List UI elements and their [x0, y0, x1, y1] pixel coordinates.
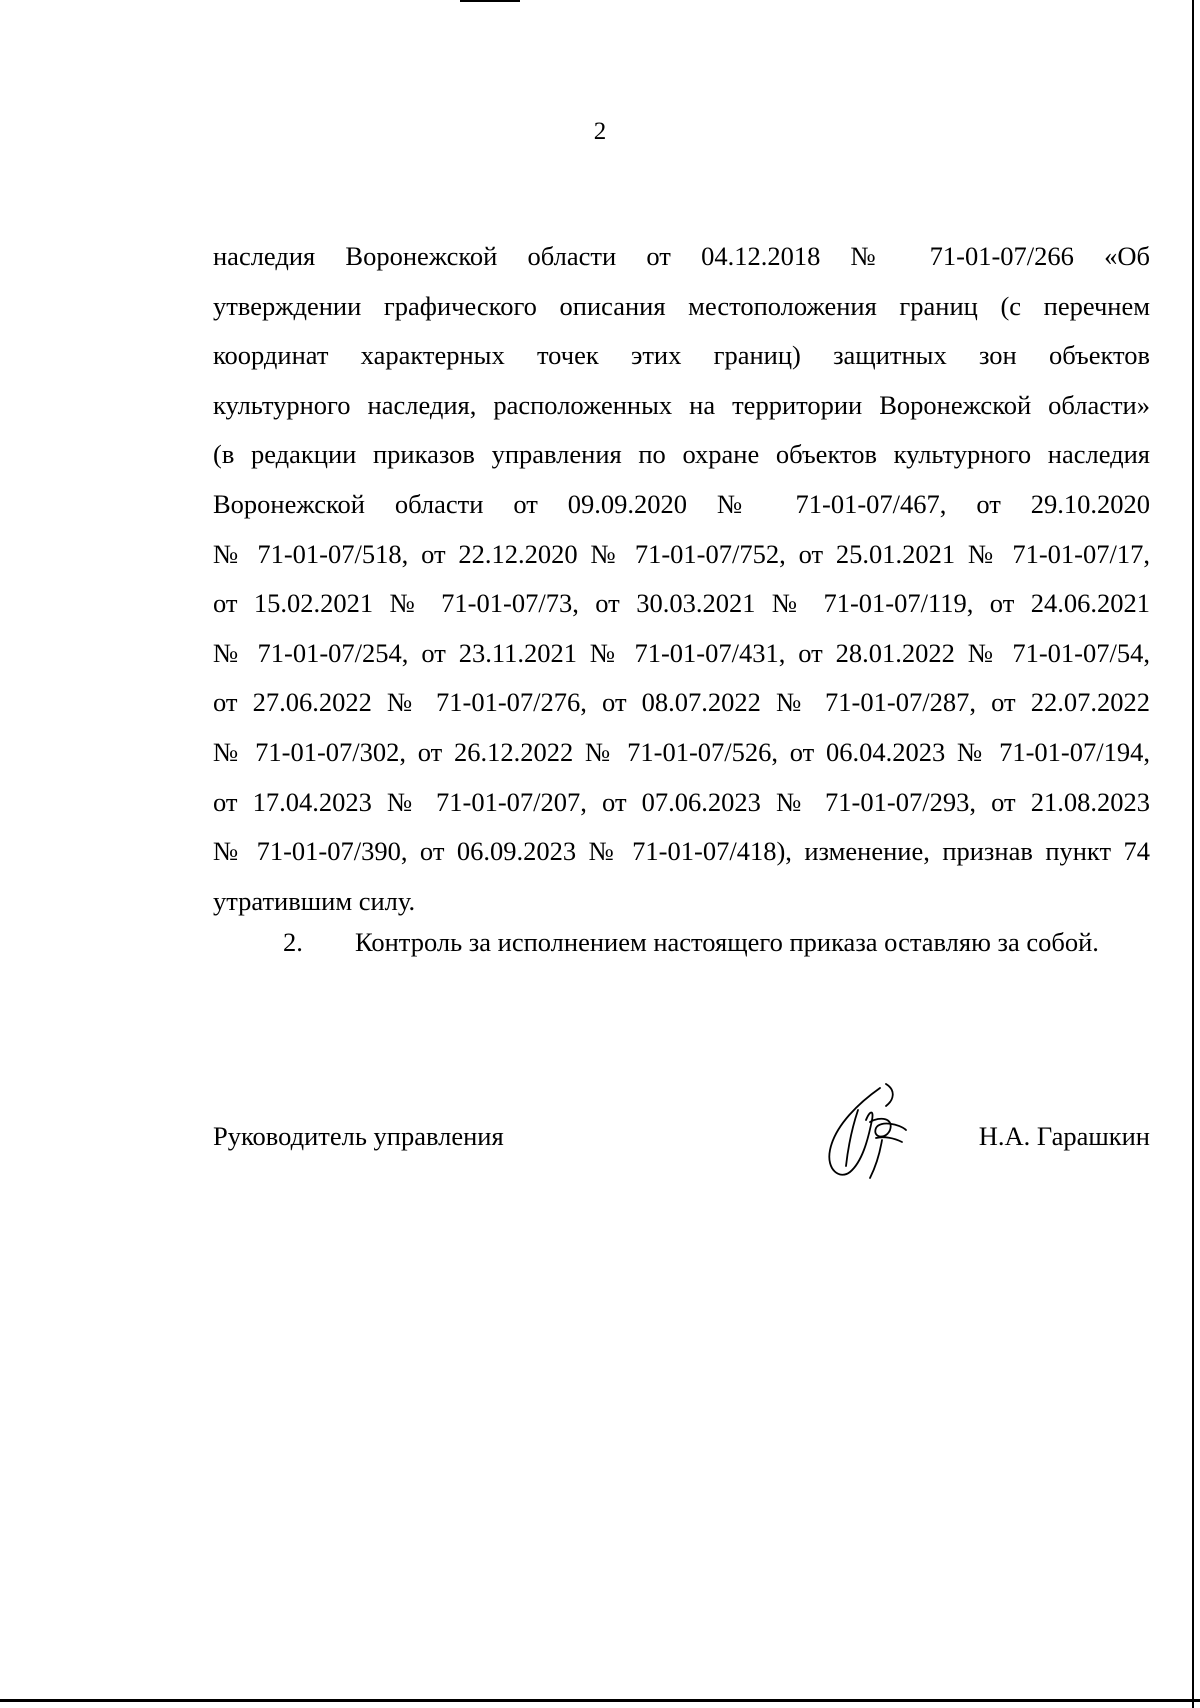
body-line: № 71-01-07/518, от 22.12.2020 № 71-01-07/752, от 25.01.2021 № 71-01-07/17, — [213, 538, 1150, 569]
item-text: Контроль за исполнением настоящего приказа оставляю за собой. — [355, 927, 1099, 957]
body-line: № 71-01-07/302, от 26.12.2022 № 71-01-07/526, от 06.04.2023 № 71-01-07/194, — [213, 736, 1150, 767]
page-number: 2 — [593, 118, 607, 145]
body-line: от 15.02.2021 № 71-01-07/73, от 30.03.2021 № 71-01-07/119, от 24.06.2021 — [213, 588, 1150, 619]
scan-edge-artifact — [460, 0, 520, 2]
body-line: № 71-01-07/254, от 23.11.2021 № 71-01-07/431, от 28.01.2022 № 71-01-07/54, — [213, 637, 1150, 668]
handwritten-signature-icon — [810, 1080, 920, 1185]
body-line: № 71-01-07/390, от 06.09.2023 № 71-01-07/418), изменение, признав пункт 74 — [213, 836, 1150, 867]
body-line: Воронежской области от 09.09.2020 № 71-01-07/467, от 29.10.2020 — [213, 488, 1150, 519]
body-line: утратившим силу. — [213, 885, 416, 916]
body-line: от 27.06.2022 № 71-01-07/276, от 08.07.2022 № 71-01-07/287, от 22.07.2022 — [213, 687, 1150, 718]
signer-name: Н.А. Гарашкин — [978, 1121, 1150, 1151]
body-line: наследия Воронежской области от 04.12.2018 № 71-01-07/266 «Об — [213, 241, 1150, 271]
body-line: координат характерных точек этих границ) защитных зон объектов — [213, 340, 1150, 371]
body-line: утверждении графического описания местоположения границ (с перечнем — [213, 290, 1150, 321]
numbered-item — [213, 918, 1150, 968]
body-line: культурного наследия, расположенных на территории Воронежской области» — [213, 389, 1150, 420]
scan-edge-artifact — [0, 1699, 1200, 1702]
item-number: 2. — [283, 927, 303, 957]
scan-edge-artifact — [1192, 0, 1194, 1708]
body-line: от 17.04.2023 № 71-01-07/207, от 07.06.2023 № 71-01-07/293, от 21.08.2023 — [213, 786, 1150, 817]
signer-position: Руководитель управления — [213, 1121, 504, 1151]
body-line: (в редакции приказов управления по охране объектов культурного наследия — [213, 439, 1150, 470]
body-paragraph — [213, 232, 1150, 926]
